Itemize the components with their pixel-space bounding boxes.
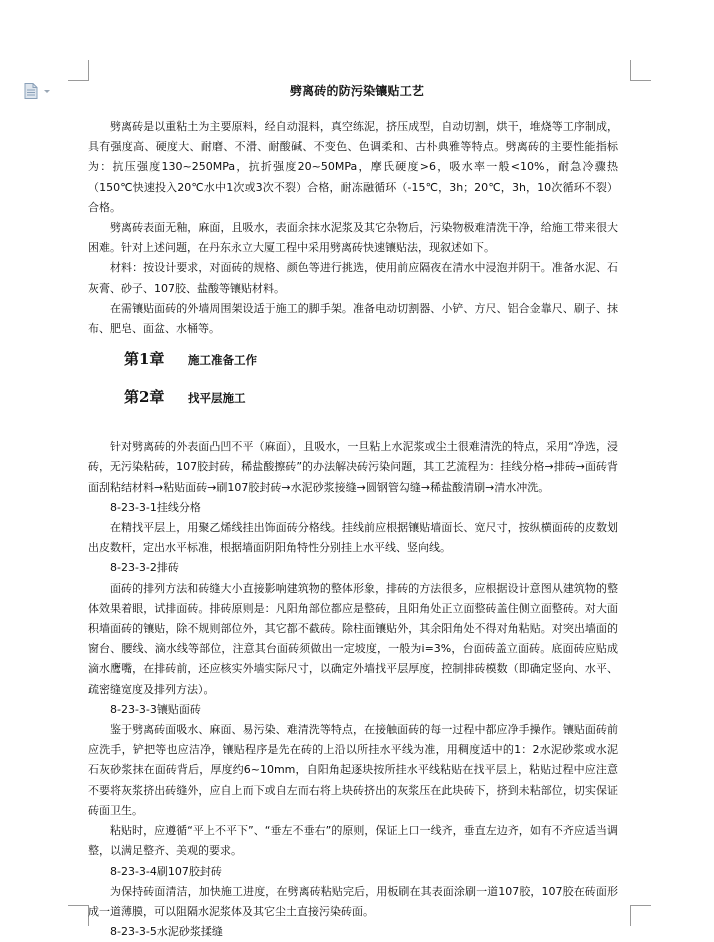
section-subheading: 8-23-3-3镶贴面砖 xyxy=(110,702,201,716)
section-subheading: 8-23-3-1挂线分格 xyxy=(110,500,201,514)
body-paragraph: 为保持砖面清洁，加快施工进度，在劈离砖粘贴完后，用板刷在其表面涂刷一道107胶，107胶在砖面形成一道薄膜，可以阻隔水泥浆体及其它尘土直接污染砖面。 xyxy=(88,884,618,918)
chapter-heading xyxy=(124,349,618,389)
intro-paragraph: 材料：按设计要求，对面砖的规格、颜色等进行挑选，使用前应隔夜在清水中浸泡并阴干。准备水泥、石灰膏、砂子、107胶、盐酸等镶贴材料。 xyxy=(88,261,618,295)
chapter-title: 施工准备工作 xyxy=(188,353,257,368)
section-subheading: 8-23-3-5水泥砂浆揉缝 xyxy=(110,925,223,939)
body-paragraph: 面砖的排列方法和砖缝大小直接影响建筑物的整体形象，排砖的方法很多，应根据设计意图从建筑物的整体效果着眼，试排面砖。排砖原则是：凡阳角部位都应是整砖，且阳角处正立面整砖盖住侧立面整砖。对大面积墙面砖的镶贴，除不规则部位外，其它都不截砖。除柱面镶贴外，其余阳角处不得对角粘贴。对突出墙面的窗台、腰线、滴水线等部位，注意其台面砖须做出一定坡度，一般为i=3%，台面砖盖立面砖。底面砖应贴成滴水鹰嘴，在排砖前，还应核实外墙实际尺寸，以确定外墙找平层厚度，控制排砖模数（即确定竖向、水平、疏密缝宽度及排列方法）。 xyxy=(88,581,618,696)
body-paragraph: 鉴于劈离砖面吸水、麻面、易污染、难清洗等特点，在接触面砖的每一过程中都应净手操作。镶贴面砖前应洗手，铲把等也应洁净，镶贴程序是先在砖的上沿以所挂水平线为准，用稠度适中的1：2水泥砂浆或水泥石灰砂浆抹在面砖背后，厚度约6~10mm，自阳角起逐块按所挂水平线粘贴在找平层上，粘贴过程中应注意不要将灰浆挤出砖缝外，应自上而下或自左而右将上块砖挤出的灰浆压在此块砖下，挤到未粘部位，切实保证砖面卫生。 xyxy=(88,723,618,817)
page-corner-mark-top-right xyxy=(630,60,651,81)
intro-section xyxy=(88,117,618,339)
section-subheading: 8-23-3-4刷107胶封砖 xyxy=(110,864,222,878)
chapter-title: 找平层施工 xyxy=(188,391,246,406)
body-paragraph: 针对劈离砖的外表面凸凹不平（麻面），且吸水，一旦粘上水泥浆或尘土很难清洗的特点，采用“净选，浸砖，无污染粘砖，107胶封砖，稀盐酸擦砖”的办法解决砖污染问题，其工艺流程为：挂线分格→排砖→面砖背面刮粘结材料→粘贴面砖→刷107胶封砖→水泥砂浆接缝→圆钢管勾缝→稀盐酸清刷→清水冲洗。 xyxy=(88,440,618,494)
document-title: 劈离砖的防污染镶贴工艺 xyxy=(289,84,425,98)
body-paragraph: 粘贴时，应遵循“平上不平下”、“垂左不垂右”的原则，保证上口一线齐，垂直左边齐，如有不齐应适当调整，以满足整齐、美观的要求。 xyxy=(88,824,618,858)
page-corner-mark-top-left xyxy=(68,60,89,81)
chapter-heading xyxy=(124,387,618,427)
body-paragraph: 在精找平层上，用聚乙烯线挂出饰面砖分格线。挂线前应根据镶贴墙面长、宽尺寸，按纵横面砖的皮数划出皮数杆，定出水平标准，根据墙面阴阳角特性分别挂上水平线、竖向线。 xyxy=(88,521,618,555)
chapter-headings xyxy=(88,349,618,427)
intro-paragraph: 在需镶贴面砖的外墙周围架设适于施工的脚手架。准备电动切割器、小铲、方尺、铝合金靠尺、刷子、抹布、肥皂、面盆、水桶等。 xyxy=(88,301,618,336)
main-section xyxy=(88,437,618,942)
chapter-number: 第1章 xyxy=(124,350,165,369)
intro-paragraph: 劈离砖表面无釉，麻面，且吸水，表面余抹水泥浆及其它杂物后，污染物极难清洗干净，给施工带来很大困难。针对上述问题，在丹东永立大厦工程中采用劈离砖快速镶贴法，现叙述如下。 xyxy=(88,221,618,255)
section-subheading: 8-23-3-2排砖 xyxy=(110,561,179,575)
document-body xyxy=(88,117,618,942)
chapter-number: 第2章 xyxy=(124,388,165,407)
intro-paragraph: 劈离砖是以重粘土为主要原料，经自动混料，真空练泥，挤压成型，自动切割，烘干，堆烧等工序制成，具有强度高、硬度大、耐磨、不滑、耐酸碱、不变色、色调柔和、古朴典雅等特点。劈离砖的主要性能指标为：抗压强度130~250MPa，抗折强度20~50MPa，摩氏硬度>6，吸水率一般<10%，耐急冷骤热（150℃快速投入20℃水中1次或3次不裂）合格，耐冻融循环（-15℃，3h；20℃，3h，10次循环不裂）合格。 xyxy=(88,120,618,214)
